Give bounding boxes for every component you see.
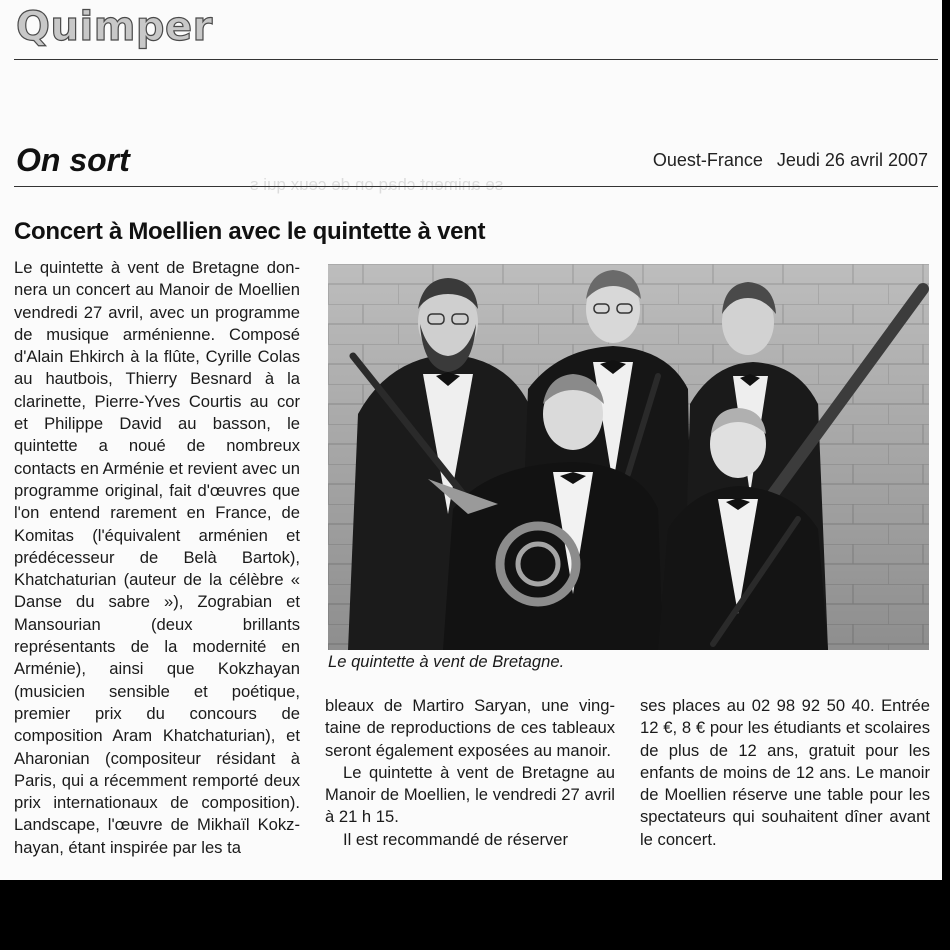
article-paragraph: Il est recommandé de réserver — [343, 829, 569, 849]
publication-date: Jeudi 26 avril 2007 — [776, 150, 928, 170]
article-headline: Concert à Moellien avec le quintette à vent — [14, 218, 486, 245]
masthead-rule — [14, 59, 938, 60]
article-paragraph: bleaux de Martiro Saryan, une vingtaine de reproductions de ces tableaux seront également exposées au manoir. — [325, 696, 615, 760]
section-title: On sort — [16, 142, 130, 178]
article-column-2 — [325, 695, 615, 851]
publication-info — [653, 150, 928, 171]
article-paragraph: Le quintette à vent de Bretagne au Manoir de Moellien, le vendredi 27 avril à 21 h 15. — [325, 762, 615, 827]
article-paragraph: Le quintette à vent de Bretagne donnera un concert au Manoir de Moellien vendredi 27 avril, avec un programme de musique arménienne. Composé d'Alain Ehkirch à la flûte, Cyrille Colas au hautbois, Thierry Besnard à la clarinette, Pierre-Yves Courtis au cor et Philippe David au basson, le quintette a noué de nombreux contacts en Arménie et revient avec un programme original, fait d'œuvres que l'on entend rarement en France, de Komitas (l'équivalent arménien et prédécesseur de Belà Bartok), Khatchaturian (auteur de la célèbre « Danse du sabre »), Zograbian et Mansourian (deux brillants représentants de la modernité en Arménie), ainsi que Kokzhayan (musicien sensible et poétique, premier prix du concours de composition Aram Khatchaturian), et Aharonian (compositeur résidant à Paris, qui a récemment remporté deux prix internationaux de composition). Landscape, l'œuvre de Mikhaïl Kokzhayan, étant inspirée par les ta — [14, 258, 300, 857]
article-column-3 — [640, 695, 930, 851]
photo-caption: Le quintette à vent de Bretagne. — [328, 652, 565, 671]
article-column-1 — [14, 257, 300, 859]
publication-name: Ouest-France — [652, 150, 763, 170]
article-paragraph: ses places au 02 98 92 50 40. Entrée 12 €, 8 € pour les étudiants et scolaires de plus de 12 ans, gratuit pour les enfants de moins de 12 ans. Le manoir de Moellien réserve une table pour les spectateurs qui souhaitent dîner avant le concert. — [640, 696, 930, 849]
masthead-title: Quimper — [16, 4, 213, 50]
section-rule — [14, 186, 938, 187]
bleed-through-text: se animent chaq on de ceux qui s — [250, 175, 504, 194]
quintet-photo — [328, 264, 929, 650]
